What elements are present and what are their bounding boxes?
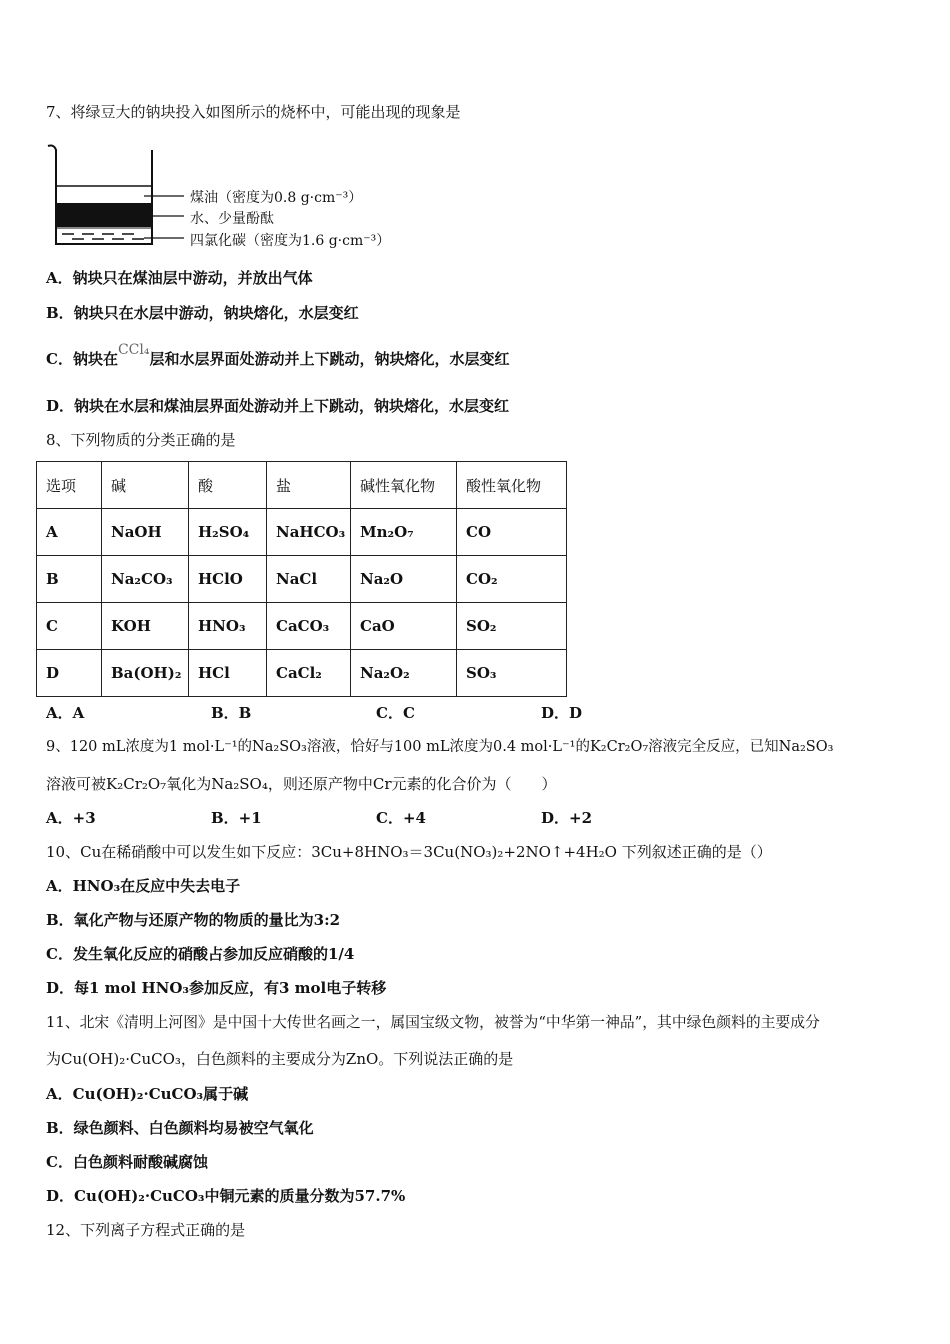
table-cell: D — [37, 650, 102, 697]
table-cell: Na₂CO₃ — [102, 556, 189, 603]
table-cell: HNO₃ — [189, 603, 267, 650]
q11-line1: 11、北宋《清明上河图》是中国十大传世名画之一，属国宝级文物，被誉为“中华第一神品”，其中绿色颜料的主要成分 — [46, 1014, 820, 1031]
q9-options — [46, 808, 706, 828]
q11-line2: 为Cu(OH)₂·CuCO₃，白色颜料的主要成分为ZnO。下列说法正确的是 — [46, 1050, 514, 1068]
table-cell: CaO — [351, 603, 457, 650]
q8-option-d: D．D — [541, 704, 583, 722]
q8-option-c: C．C — [376, 704, 415, 722]
q7-option-c-pre: C．钠块在 — [46, 350, 118, 368]
table-row — [37, 603, 567, 650]
q7-option-c-post: 层和水层界面处游动并上下跳动，钠块熔化，水层变红 — [149, 350, 510, 368]
ccl4-formula: CCl₄ — [117, 342, 150, 358]
table-cell: Ba(OH)₂ — [102, 650, 189, 697]
q9-option-b: B．+1 — [211, 809, 262, 827]
table-cell: Na₂O₂ — [351, 650, 457, 697]
q7-stem: 7、将绿豆大的钠块投入如图所示的烧杯中，可能出现的现象是 — [46, 103, 461, 121]
q10-option-b: B．氧化产物与还原产物的物质的量比为3:2 — [46, 911, 341, 929]
table-row — [37, 509, 567, 556]
q8-stem: 8、下列物质的分类正确的是 — [46, 431, 236, 449]
table-header: 酸 — [189, 462, 267, 509]
q12-stem: 12、下列离子方程式正确的是 — [46, 1221, 246, 1239]
q10-option-c: C．发生氧化反应的硝酸占参加反应硝酸的1/4 — [46, 945, 355, 963]
q8-option-b: B．B — [211, 704, 252, 722]
table-header-row — [37, 462, 567, 509]
q11-option-d: D．Cu(OH)₂·CuCO₃中铜元素的质量分数为57.7% — [46, 1187, 406, 1205]
table-cell: HCl — [189, 650, 267, 697]
table-row — [37, 556, 567, 603]
table-row — [37, 650, 567, 697]
classification-table — [36, 461, 567, 697]
label-ccl4: 四氯化碳（密度为1.6 g·cm⁻³） — [190, 233, 391, 249]
table-cell: SO₃ — [457, 650, 567, 697]
table-cell: CO₂ — [457, 556, 567, 603]
table-cell: C — [37, 603, 102, 650]
table-cell: B — [37, 556, 102, 603]
q7-option-c — [46, 342, 510, 370]
q10-option-d: D．每1 mol HNO₃参加反应，有3 mol电子转移 — [46, 979, 387, 997]
table-cell: CaCO₃ — [267, 603, 351, 650]
table-cell: CaCl₂ — [267, 650, 351, 697]
table-cell: CO — [457, 509, 567, 556]
table-cell: SO₂ — [457, 603, 567, 650]
q11-option-b: B．绿色颜料、白色颜料均易被空气氧化 — [46, 1119, 314, 1137]
q11-option-c: C．白色颜料耐酸碱腐蚀 — [46, 1153, 208, 1171]
table-cell: KOH — [102, 603, 189, 650]
table-header: 碱 — [102, 462, 189, 509]
q9-option-d: D．+2 — [541, 809, 593, 827]
q9-option-a: A．+3 — [46, 809, 96, 827]
q11-option-a: A．Cu(OH)₂·CuCO₃属于碱 — [46, 1085, 249, 1103]
q7-option-a: A．钠块只在煤油层中游动，并放出气体 — [46, 269, 313, 287]
q9-line1: 9、120 mL浓度为1 mol·L⁻¹的Na₂SO₃溶液，恰好与100 mL浓度为0.4 mol·L⁻¹的K₂Cr₂O₇溶液完全反应，已知Na₂SO₃ — [46, 739, 834, 755]
label-water: 水、少量酚酞 — [190, 211, 274, 227]
q10-option-a: A．HNO₃在反应中失去电子 — [46, 877, 241, 895]
table-header: 酸性氧化物 — [457, 462, 567, 509]
label-kerosene: 煤油（密度为0.8 g·cm⁻³） — [190, 190, 363, 206]
table-header: 碱性氧化物 — [351, 462, 457, 509]
q9-option-c: C．+4 — [376, 809, 426, 827]
q8-option-a: A．A — [46, 704, 85, 722]
table-header: 选项 — [37, 462, 102, 509]
table-cell: HClO — [189, 556, 267, 603]
q10-stem: 10、Cu在稀硝酸中可以发生如下反应：3Cu+8HNO₃＝3Cu(NO₃)₂+2NO↑+4H₂O 下列叙述正确的是（） — [46, 843, 772, 861]
table-cell: NaHCO₃ — [267, 509, 351, 556]
table-cell: A — [37, 509, 102, 556]
q8-options — [46, 703, 706, 723]
q7-option-b: B．钠块只在水层中游动，钠块熔化，水层变红 — [46, 304, 359, 322]
table-header: 盐 — [267, 462, 351, 509]
table-cell: NaOH — [102, 509, 189, 556]
q7-option-d: D．钠块在水层和煤油层界面处游动并上下跳动，钠块熔化，水层变红 — [46, 397, 510, 415]
q9-line2: 溶液可被K₂Cr₂O₇氧化为Na₂SO₄，则还原产物中Cr元素的化合价为（ ） — [46, 775, 557, 793]
table-cell: Na₂O — [351, 556, 457, 603]
table-cell: H₂SO₄ — [189, 509, 267, 556]
table-cell: Mn₂O₇ — [351, 509, 457, 556]
table-cell: NaCl — [267, 556, 351, 603]
